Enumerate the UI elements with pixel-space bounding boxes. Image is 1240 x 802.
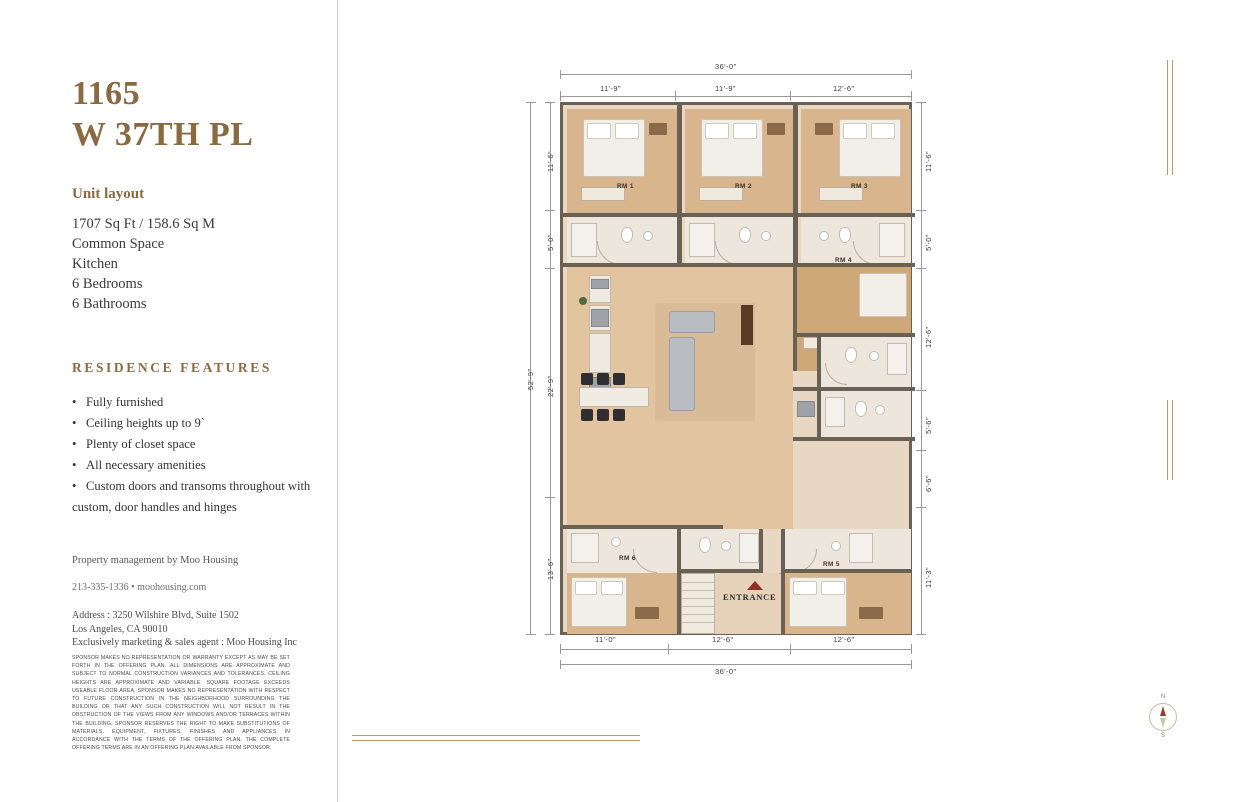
chair bbox=[613, 373, 625, 385]
dim-right-seg-4: 5'-6" bbox=[924, 417, 933, 434]
nightstand bbox=[859, 607, 883, 619]
dim-tick bbox=[668, 644, 669, 654]
dim-bottom-seg-1: 11'-0" bbox=[595, 635, 616, 644]
dim-top-overall: 36'-0" bbox=[715, 62, 737, 71]
dim-bottom-seg-3: 12'-6" bbox=[833, 635, 855, 644]
room-label-rm2: RM 2 bbox=[735, 183, 752, 190]
toilet bbox=[621, 227, 633, 243]
pillow bbox=[733, 123, 757, 139]
dim-tick bbox=[911, 70, 912, 79]
sink bbox=[875, 405, 885, 415]
gold-accent-line-right-3 bbox=[1167, 400, 1168, 480]
pillow bbox=[601, 581, 623, 595]
page-title-line-1: 1165 bbox=[72, 75, 141, 112]
dim-right-seg-2: 5'-0" bbox=[924, 234, 933, 251]
sink-appliance bbox=[591, 309, 609, 327]
dim-tick bbox=[911, 644, 912, 654]
dim-rule-right-segments bbox=[921, 102, 922, 635]
dim-left-overall: 52'-9" bbox=[526, 368, 535, 390]
unit-spec-kitchen: Kitchen bbox=[72, 256, 118, 273]
dim-tick bbox=[916, 507, 926, 508]
dim-left-seg-4: 13'-6" bbox=[546, 558, 555, 580]
toilet bbox=[845, 347, 857, 363]
dim-tick bbox=[526, 102, 536, 103]
building-outline bbox=[560, 102, 912, 635]
dim-tick bbox=[545, 634, 555, 635]
sink bbox=[643, 231, 653, 241]
pillow bbox=[871, 123, 895, 139]
compass-icon bbox=[1149, 703, 1177, 731]
feature-label: Fully furnished bbox=[86, 395, 164, 410]
list-item bbox=[72, 476, 362, 496]
shower bbox=[739, 533, 759, 563]
list-item bbox=[72, 455, 362, 475]
pillow bbox=[705, 123, 729, 139]
toilet bbox=[739, 227, 751, 243]
wall bbox=[793, 437, 915, 441]
washer-appliance bbox=[797, 401, 815, 417]
chair bbox=[613, 409, 625, 421]
left-info-panel bbox=[72, 74, 362, 518]
dim-right-seg-1: 11'-6" bbox=[924, 151, 933, 172]
dim-left-seg-3: 22'-9" bbox=[546, 375, 555, 397]
sink bbox=[831, 541, 841, 551]
unit-spec-bathrooms: 6 Bathrooms bbox=[72, 296, 147, 313]
bullet-icon: • bbox=[72, 437, 77, 452]
wall bbox=[817, 337, 821, 389]
entrance-label: ENTRANCE bbox=[723, 593, 777, 602]
dim-tick bbox=[545, 497, 555, 498]
dim-tick bbox=[911, 660, 912, 669]
room-label-rm3: RM 3 bbox=[851, 183, 868, 190]
shower bbox=[825, 397, 845, 427]
tv-console bbox=[741, 305, 753, 345]
bullet-icon: • bbox=[72, 395, 77, 410]
dim-tick bbox=[916, 102, 926, 103]
room-label-rm1: RM 1 bbox=[617, 183, 634, 190]
list-item bbox=[72, 413, 362, 433]
wall bbox=[677, 105, 682, 217]
bed-rm4 bbox=[859, 273, 907, 317]
unit-layout-heading: Unit layout bbox=[72, 186, 145, 203]
wall bbox=[793, 105, 798, 217]
dim-tick bbox=[545, 210, 555, 211]
nightstand bbox=[815, 123, 833, 135]
dim-left-seg-1: 11'-6" bbox=[546, 151, 555, 172]
gold-accent-line-right-1 bbox=[1167, 60, 1168, 175]
dining-table bbox=[579, 387, 649, 407]
gold-accent-line-bottom-1 bbox=[352, 735, 640, 736]
compass-rose bbox=[1142, 694, 1184, 746]
dim-bottom-seg-2: 12'-6" bbox=[712, 635, 734, 644]
dim-top-seg-1: 11'-9" bbox=[600, 84, 621, 93]
stair-step bbox=[682, 590, 714, 591]
compass-north-label: N bbox=[1160, 694, 1166, 700]
feature-label: Custom doors and transoms throughout with bbox=[86, 479, 311, 494]
dim-tick bbox=[916, 390, 926, 391]
dim-tick bbox=[560, 644, 561, 654]
stove-appliance bbox=[591, 279, 609, 289]
compass-needle-north-icon bbox=[1160, 706, 1166, 716]
shower bbox=[879, 223, 905, 257]
gold-accent-line-right-2 bbox=[1172, 60, 1173, 175]
dim-tick bbox=[545, 268, 555, 269]
compass-needle-south-icon bbox=[1160, 718, 1166, 728]
dim-rule-bottom-segments bbox=[560, 649, 912, 650]
chair bbox=[597, 409, 609, 421]
bullet-icon: • bbox=[72, 458, 77, 473]
dim-rule-top-overall bbox=[560, 74, 912, 75]
dim-tick bbox=[790, 91, 791, 101]
room-label-rm6: RM 6 bbox=[619, 555, 636, 562]
chair bbox=[581, 373, 593, 385]
dim-tick bbox=[916, 450, 926, 451]
pillow bbox=[843, 123, 867, 139]
dim-rule-top-segments bbox=[560, 96, 912, 97]
feature-label: Ceiling heights up to 9` bbox=[86, 416, 205, 431]
wall bbox=[785, 569, 911, 573]
dim-rule-left-segments bbox=[550, 102, 551, 635]
entrance-arrow-icon bbox=[747, 581, 763, 590]
sofa-top bbox=[669, 311, 715, 333]
dim-left-seg-2: 5'-0" bbox=[546, 234, 555, 251]
room-label-rm4: RM 4 bbox=[835, 257, 852, 264]
chair bbox=[581, 409, 593, 421]
dim-right-seg-6: 11'-3" bbox=[924, 567, 933, 588]
nightstand bbox=[635, 607, 659, 619]
toilet bbox=[699, 537, 711, 553]
sink bbox=[819, 231, 829, 241]
dim-tick bbox=[560, 70, 561, 79]
contact-block bbox=[72, 553, 372, 650]
nightstand bbox=[649, 123, 667, 135]
property-management-label: Property management by Moo Housing bbox=[72, 555, 239, 566]
phone-and-website[interactable]: 213-335-1336 • moohousing.com bbox=[72, 582, 207, 593]
shower bbox=[571, 223, 597, 257]
dim-rule-bottom-overall bbox=[560, 664, 912, 665]
plant bbox=[579, 297, 587, 305]
unit-spec-list bbox=[72, 214, 362, 314]
unit-spec-common-space: Common Space bbox=[72, 236, 165, 253]
dim-right-seg-3: 12'-6" bbox=[924, 326, 933, 348]
list-item bbox=[72, 434, 362, 454]
dim-tick bbox=[916, 634, 926, 635]
compass-south-label: S bbox=[1160, 733, 1165, 739]
shower bbox=[689, 223, 715, 257]
sales-agent-label: Exclusively marketing & sales agent : Moo Housing Inc bbox=[72, 637, 297, 648]
feature-continuation-label: custom, door handles and hinges bbox=[72, 500, 237, 515]
kitchen-counter bbox=[589, 333, 611, 373]
shower bbox=[849, 533, 873, 563]
sink bbox=[721, 541, 731, 551]
sink bbox=[761, 231, 771, 241]
address-line-2: Los Angeles, CA 90010 bbox=[72, 623, 168, 635]
sofa-sectional bbox=[669, 337, 695, 411]
dim-tick bbox=[560, 91, 561, 101]
page-title-line-2: W 37TH PL bbox=[72, 116, 254, 154]
dim-tick bbox=[675, 91, 676, 101]
pillow bbox=[821, 581, 845, 595]
stair-step bbox=[682, 614, 714, 615]
toilet bbox=[839, 227, 851, 243]
shower bbox=[887, 343, 907, 375]
wall bbox=[759, 529, 763, 573]
pillow bbox=[793, 581, 817, 595]
address-line-1: Address : 3250 Wilshire Blvd, Suite 1502 bbox=[72, 610, 239, 621]
wall bbox=[793, 217, 798, 265]
pillow bbox=[615, 123, 639, 139]
dim-tick bbox=[790, 644, 791, 654]
stair-step bbox=[682, 606, 714, 607]
sink bbox=[611, 537, 621, 547]
dim-tick bbox=[916, 268, 926, 269]
nightstand bbox=[767, 123, 785, 135]
feature-label: All necessary amenities bbox=[86, 458, 206, 473]
residence-features-list bbox=[72, 392, 362, 517]
dim-right-seg-5: 6'-6" bbox=[924, 475, 933, 492]
sink bbox=[869, 351, 879, 361]
dim-top-seg-2: 11'-9" bbox=[715, 84, 736, 93]
toilet bbox=[855, 401, 867, 417]
room-label-rm5: RM 5 bbox=[823, 561, 840, 568]
feature-label: Plenty of closet space bbox=[86, 437, 196, 452]
shower bbox=[571, 533, 599, 563]
wall bbox=[817, 391, 821, 441]
wall bbox=[677, 217, 682, 265]
dim-bottom-overall: 36'-0" bbox=[715, 667, 737, 676]
list-item bbox=[72, 392, 362, 412]
dim-tick bbox=[526, 634, 536, 635]
unit-spec-bedrooms: 6 Bedrooms bbox=[72, 276, 143, 293]
dim-top-seg-3: 12'-6" bbox=[833, 84, 855, 93]
residence-features-heading: RESIDENCE FEATURES bbox=[72, 360, 272, 376]
dim-tick bbox=[545, 102, 555, 103]
dim-tick bbox=[916, 210, 926, 211]
office-address bbox=[72, 609, 372, 650]
vertical-divider bbox=[337, 0, 338, 802]
bullet-icon: • bbox=[72, 479, 77, 494]
bullet-icon: • bbox=[72, 416, 77, 431]
stairs bbox=[681, 573, 715, 634]
unit-spec-area: 1707 Sq Ft / 158.6 Sq M bbox=[72, 216, 216, 233]
feature-continuation-row bbox=[72, 497, 362, 517]
stair-step bbox=[682, 582, 714, 583]
stair-step bbox=[682, 622, 714, 623]
pillow bbox=[575, 581, 597, 595]
stair-step bbox=[682, 598, 714, 599]
gold-accent-line-bottom-2 bbox=[352, 740, 640, 741]
dim-tick bbox=[560, 660, 561, 669]
pillow bbox=[587, 123, 611, 139]
floor-plan bbox=[520, 60, 950, 676]
legal-disclaimer: SPONSOR MAKES NO REPRESENTATION OR WARRANTY EXCEPT AS MAY BE SET FORTH IN THE OFFERING PLAN. ALL DIMENSIONS ARE APPROXIMATE AND SUBJECT TO NORMAL CONSTRUCTION VARIANCES AND TOLERANCES. CEILING HEIGHTS ARE APPROXIMATE AND VARIABLE. SQUARE FOOTAGE EXCEEDS USEABLE FLOOR AREA. SPONSOR MAKES NO REPRESENTATION WITH RESPECT TO FUTURE CONSTRUCTION IN THE NEIGHBORHOOD SURROUNDING THE BUILDING OR THAT ANY SUCH CONSTRUCTION WILL NOT RESULT IN THE OBSTRUCTION OF THE VIEWS FROM ANY WINDOWS AND/OR TERRACES WITHIN THE BUILDING. SPONSOR RESERVES THE RIGHT TO MAKE SUBSTITUTIONS OF MATERIALS, EQUIPMENT, FIXTURES, FINISHES AND APPLIANCES IN ACCORDANCE WITH THE TERMS OF THE OFFERING PLAN. THE COMPLETE OFFERING TERMS ARE IN AN OFFERING PLAN AVAILABLE FROM SPONSOR. bbox=[72, 655, 290, 752]
gold-accent-line-right-4 bbox=[1172, 400, 1173, 480]
dim-tick bbox=[911, 91, 912, 101]
chair bbox=[597, 373, 609, 385]
